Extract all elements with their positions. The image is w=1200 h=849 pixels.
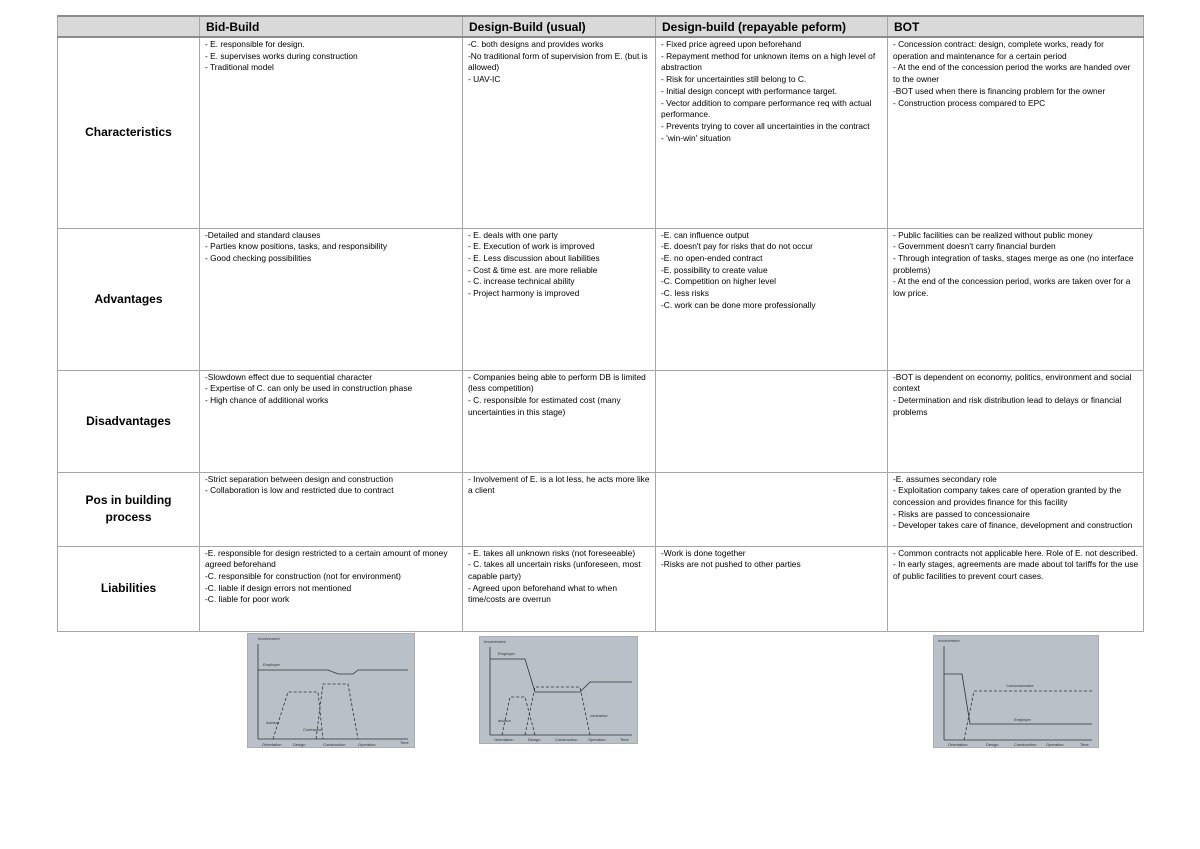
cell-design-build-usual xyxy=(463,472,656,546)
row-label: Pos in building process xyxy=(58,472,200,546)
cell-line: -E. can influence output xyxy=(661,229,749,240)
diagram-y-axis-label: Involvement xyxy=(258,636,280,641)
cell-line: - Prevents trying to cover all uncertainties in the contract xyxy=(661,120,870,131)
diagram-label: Contractor xyxy=(303,727,322,732)
cell-line: - Project harmony is improved xyxy=(468,288,580,299)
cell-line: - Concession contract: design, complete works, ready for operation and maintenance for a certain period xyxy=(893,39,1104,61)
cell-line: - E. takes all unknown risks (not foreseeable) xyxy=(468,547,636,558)
cell-line: - Construction process compared to EPC xyxy=(893,97,1046,108)
diagram-phase-label: Design xyxy=(293,742,306,747)
diagram-phase-label: Design xyxy=(528,737,541,742)
diagram-phase-label: Operation xyxy=(1046,742,1064,747)
cell-bid-build xyxy=(200,546,463,631)
cell-line: -C. less risks xyxy=(661,288,709,299)
diagram-y-axis-label: Involvement xyxy=(484,639,506,644)
diagram-label: Employer xyxy=(1014,717,1031,722)
row-label: Characteristics xyxy=(58,37,200,228)
cell-line: -Detailed and standard clauses xyxy=(205,229,321,240)
cell-line: - Expertise of C. can only be used in construction phase xyxy=(205,383,413,394)
cell-bot xyxy=(888,472,1144,546)
cell-line: - Determination and risk distribution lead to delays or financial problems xyxy=(893,394,1122,417)
cell-line: -E. assumes secondary role xyxy=(893,473,997,484)
cell-bid-build xyxy=(200,370,463,472)
cell-line: - Agreed upon beforehand what to when time/costs are overrun xyxy=(468,582,617,605)
cell-line: -BOT used when there is financing problem for the owner xyxy=(893,85,1106,96)
cell-design-build-usual xyxy=(463,546,656,631)
bot-involvement-diagram xyxy=(933,635,1099,748)
cell-line: - E. Less discussion about liabilities xyxy=(468,252,600,263)
diagram-phase-label: Orientation xyxy=(948,742,968,747)
cell-line: -Risks are not pushed to other parties xyxy=(661,559,801,570)
cell-line: -C. work can be done more professionally xyxy=(661,299,816,310)
table-row xyxy=(58,370,1144,472)
diagram-label: Employer xyxy=(498,651,515,656)
comparison-table xyxy=(57,15,1144,632)
cell-line: -C. responsible for construction (not for environment) xyxy=(205,570,401,581)
table-row xyxy=(58,37,1144,228)
header-row xyxy=(58,16,1144,37)
cell-line: - Risks are passed to concessionaire xyxy=(893,508,1030,519)
cell-line: - Vector addition to compare performance req with actual performance. xyxy=(661,97,872,120)
header-bot: BOT xyxy=(888,16,1144,37)
cell-line: -C. Competition on higher level xyxy=(661,276,776,287)
cell-line: -No traditional form of supervision from E. (but is allowed) xyxy=(468,50,648,73)
cell-line: - Through integration of tasks, stages merge as one (no interface problems) xyxy=(893,252,1134,275)
diagram-phase-label: Construction xyxy=(1014,742,1037,747)
cell-bid-build xyxy=(200,228,463,370)
cell-bid-build xyxy=(200,472,463,546)
cell-line: - Good checking possibilities xyxy=(205,252,312,263)
cell-line: - Companies being able to perform DB is limited (less competition) xyxy=(468,371,646,394)
cell-line: -C. liable for poor work xyxy=(205,594,290,605)
cell-line: -BOT is dependent on economy, politics, environment and social context xyxy=(893,371,1132,394)
cell-line: - Cost & time est. are more reliable xyxy=(468,264,598,275)
cell-line: - High chance of additional works xyxy=(205,394,329,405)
cell-design-build-repayable xyxy=(656,37,888,228)
cell-design-build-usual xyxy=(463,228,656,370)
diagram-label: Employer xyxy=(263,662,280,667)
cell-line: - Developer takes care of finance, development and construction xyxy=(893,520,1133,531)
row-label: Disadvantages xyxy=(58,370,200,472)
cell-line: - Initial design concept with performance target. xyxy=(661,85,837,96)
diagram-phase-label: Design xyxy=(986,742,999,747)
cell-line: -C. both designs and provides works xyxy=(468,39,604,49)
diagram-y-axis-label: Involvement xyxy=(938,638,960,643)
diagram-phase-label: Orientation xyxy=(262,742,282,747)
cell-line: - Parties know positions, tasks, and responsibility xyxy=(205,241,388,252)
cell-bot xyxy=(888,37,1144,228)
cell-line: - Risk for uncertainties still belong to C. xyxy=(661,74,807,85)
diagram-label: advisor xyxy=(498,718,511,723)
cell-design-build-repayable xyxy=(656,472,888,546)
cell-line: - Collaboration is low and restricted due to contract xyxy=(205,485,394,496)
design-build-involvement-diagram xyxy=(479,636,638,744)
diagram-phase-label: Construction xyxy=(323,742,346,747)
diagram-x-axis-label: Time xyxy=(620,737,629,742)
diagram-phase-label: Orientation xyxy=(494,737,514,742)
cell-design-build-repayable xyxy=(656,546,888,631)
cell-line: -E. doesn't pay for risks that do not occur xyxy=(661,241,813,252)
cell-line: - E. responsible for design. xyxy=(205,39,305,49)
diagram-phase-label: Construction xyxy=(555,737,578,742)
cell-line: - C. increase technical ability xyxy=(468,276,575,287)
bid-build-involvement-diagram xyxy=(247,633,415,748)
cell-line: - UAV-IC xyxy=(468,74,501,85)
cell-line: - Fixed price agreed upon beforehand xyxy=(661,39,802,49)
table-row xyxy=(58,546,1144,631)
cell-bid-build xyxy=(200,37,463,228)
header-design-build-usual: Design-Build (usual) xyxy=(463,16,656,37)
header-design-build-repayable: Design-build (repayable peform) xyxy=(656,16,888,37)
cell-line: -Slowdown effect due to sequential character xyxy=(205,371,372,382)
cell-line: - Common contracts not applicable here. Role of E. not described. xyxy=(893,547,1138,558)
diagram-x-axis-label: Time xyxy=(400,740,409,745)
cell-line: -E. no open-ended contract xyxy=(661,252,763,263)
cell-line: -Work is done together xyxy=(661,547,746,558)
diagram-x-axis-label: Time xyxy=(1080,742,1089,747)
cell-line: - Exploitation company takes care of operation granted by the concession and provides finance for this facility xyxy=(893,485,1122,507)
cell-line: - E. supervises works during construction xyxy=(205,50,358,61)
table-row xyxy=(58,228,1144,370)
cell-line: - Involvement of E. is a lot less, he acts more like a client xyxy=(468,473,650,496)
table-row xyxy=(58,472,1144,546)
cell-design-build-repayable xyxy=(656,228,888,370)
header-empty xyxy=(58,16,200,37)
cell-line: - Repayment method for unknown items on a high level of abstraction xyxy=(661,50,876,73)
cell-line: -C. liable if design errors not mentioned xyxy=(205,582,352,593)
cell-line: - E. deals with one party xyxy=(468,229,558,240)
cell-design-build-repayable xyxy=(656,370,888,472)
cell-line: -Strict separation between design and construction xyxy=(205,473,394,484)
cell-line: - Government doesn't carry financial burden xyxy=(893,241,1056,252)
diagram-label: Advisor xyxy=(266,720,280,725)
cell-line: - In early stages, agreements are made about tol tariffs for the use of public facilities to prevent court cases. xyxy=(893,559,1139,581)
diagram-phase-label: Operation xyxy=(588,737,606,742)
cell-line: - E. Execution of work is improved xyxy=(468,241,595,252)
cell-line: -E. possibility to create value xyxy=(661,264,768,275)
cell-line: - C. responsible for estimated cost (many uncertainties in this stage) xyxy=(468,394,621,417)
cell-line: - Public facilities can be realized without public money xyxy=(893,229,1093,240)
cell-line: - At the end of the concession period the works are handed over to the owner xyxy=(893,62,1131,85)
diagram-label: Concessionaire xyxy=(1006,683,1034,688)
cell-design-build-usual xyxy=(463,370,656,472)
row-label: Liabilities xyxy=(58,546,200,631)
cell-bot xyxy=(888,546,1144,631)
cell-line: - Traditional model xyxy=(205,62,274,73)
cell-bot xyxy=(888,370,1144,472)
diagram-phase-label: Operation xyxy=(358,742,376,747)
cell-bot xyxy=(888,228,1144,370)
cell-line: -E. responsible for design restricted to a certain amount of money agreed beforehand xyxy=(205,547,448,570)
row-label: Advantages xyxy=(58,228,200,370)
header-bid-build: Bid-Build xyxy=(200,16,463,37)
diagram-label: contractor xyxy=(590,713,608,718)
cell-line: - C. takes all uncertain risks (unforeseen, most capable party) xyxy=(468,559,641,581)
cell-line: - 'win-win' situation xyxy=(661,132,731,143)
cell-design-build-usual xyxy=(463,37,656,228)
cell-line: - At the end of the concession period, works are taken over for a low price. xyxy=(893,276,1131,299)
